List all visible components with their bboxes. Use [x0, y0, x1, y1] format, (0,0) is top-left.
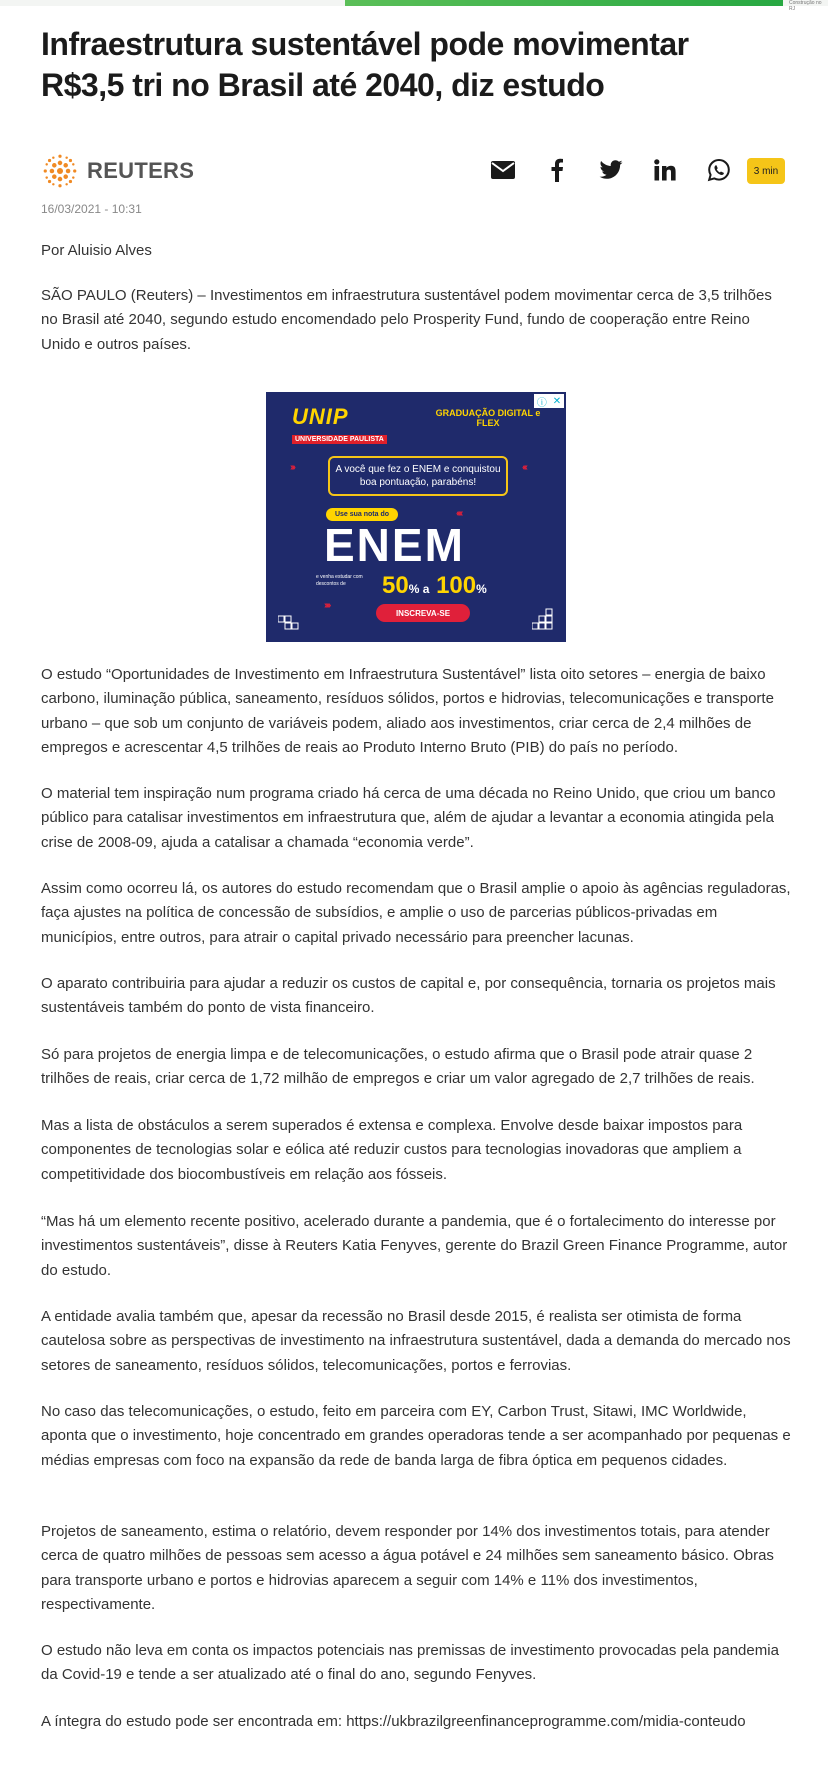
source-name: REUTERS [87, 158, 195, 183]
ad-close-icon: ✕ [552, 395, 562, 407]
advertisement-banner[interactable] [266, 392, 566, 642]
paragraph-10: No caso das telecomunicações, o estudo, feito em parceira com EY, Carbon Trust, Sitawi, IMC Worldwide, aponta que o investimento, hoje concentrado em grandes operadoras tende a ser acompanhado por pequenas e médias empresas com foco na expansão da rede de banda larga de fibra óptica em pequenos cidades. [41, 1403, 791, 1469]
twitter-icon [599, 160, 623, 180]
paragraph-8: “Mas há um elemento recente positivo, acelerado durante a pandemia, que é o fortalecimento do interesse por investimentos sustentáveis”, disse à Reuters Katia Fenyves, gerente do Brazil Green Finance Programme, autor do estudo. [41, 1213, 788, 1279]
paragraph-3: O material tem inspiração num programa criado há cerca de uma década no Reino Unido, que criou um banco público para catalisar investimentos em infraestrutura que, além de ajudar a levantar a economia atingida pela crise de 2008-09, ajuda a catalisar a chamada “economia verde”. [41, 785, 776, 851]
ad-discount-to: 100 [436, 572, 477, 599]
ad-choices-badge[interactable] [534, 394, 564, 408]
ad-grid-decoration-icon [278, 608, 300, 630]
linkedin-icon [654, 159, 676, 181]
ad-small-text: e venha estudar com descontos de [316, 574, 363, 587]
share-email-button[interactable] [476, 152, 530, 188]
paragraph-11: Projetos de saneamento, estima o relatório, devem responder por 14% dos investimentos totais, para atender cerca de quatro milhões de pessoas sem acesso a água potável e 24 milhões sem saneamento básico. Obras para transporte urbano e portos e hidrovias aparecem a seguir com 14% e 11% dos investimentos, respectivamente. [41, 1523, 774, 1613]
ad-exam-name: ENEM [324, 519, 465, 571]
paragraph-2: O estudo “Oportunidades de Investimento em Infraestrutura Sustentável” lista oito setores – energia de baixo carbono, iluminação pública, saneamento, resíduos sólidos, portos e hidrovias, telecomunicações e transporte urbano – que sob um conjunto de variáveis podem, aliado aos investimentos, criar cerca de 2,4 milhões de empregos e acrescentar 4,5 trilhões de reais ao Produto Interno Bruto (PIB) do país no período. [41, 666, 774, 756]
reuters-logo-icon [41, 152, 79, 190]
ad-cta-button[interactable]: INSCREVA-SE [376, 604, 470, 622]
ad-arrows-icon: ›››› [324, 600, 330, 611]
paragraph-6: Só para projetos de energia limpa e de telecomunicações, o estudo afirma que o Brasil pode atrair quase 2 trilhões de reais, criar cerca de 1,72 milhão de empregos e criar um valor agregado de 2,7 trilhões de reais. [41, 1046, 755, 1088]
read-time-badge: 3 min [747, 158, 785, 184]
ad-arrows-icon: ‹‹‹‹ [456, 508, 462, 519]
share-linkedin-button[interactable] [638, 152, 692, 188]
paragraph-1: SÃO PAULO (Reuters) – Investimentos em infraestrutura sustentável podem movimentar cerca de 3,5 trilhões no Brasil até 2040, segundo estudo encomendado pelo Prosperity Fund, fundo de cooperação entre Reino Unido e outros países. [41, 287, 772, 353]
ad-brand-logo [292, 406, 388, 442]
email-icon [490, 160, 516, 180]
share-twitter-button[interactable] [584, 152, 638, 188]
paragraph-9: A entidade avalia também que, apesar da recessão no Brasil desde 2015, é realista ser otimista de forma cautelosa sobre as perspectivas de investimento na infraestrutura sustentável, dada a demanda do mercado nos setores de saneamento, resíduos sólidos, telecomunicações, portos e ferrovias. [41, 1308, 791, 1374]
article-title: Infraestrutura sustentável pode movimentar R$3,5 tri no Brasil até 2040, diz estudo [41, 26, 689, 103]
ad-arrows-icon: ››› [290, 462, 294, 473]
reading-progress-fill [345, 0, 783, 6]
ad-discount-sep: a [422, 582, 430, 596]
top-corner-label: Construção no RJ [789, 0, 822, 12]
reading-progress-bar [0, 0, 828, 12]
ad-brand-name: UNIP [292, 404, 349, 429]
source-logo[interactable] [41, 153, 194, 189]
ad-pill-label: Use sua nota do [326, 508, 398, 521]
paragraph-13: A íntegra do estudo pode ser encontrada em: https://ukbrazilgreenfinanceprogramme.com/midia-conteudo [41, 1713, 746, 1730]
ad-discount-from: 50 [382, 572, 409, 599]
publish-date: 16/03/2021 - 10:31 [41, 202, 142, 216]
facebook-icon [550, 158, 564, 182]
share-facebook-button[interactable] [530, 152, 584, 188]
paragraph-7: Mas a lista de obstáculos a serem superados é extensa e complexa. Envolve desde baixar impostos para componentes de tecnologias solar e eólica até reduzir custos para tecnologias inovadoras que ampliem a competitividade dos biocombustíveis em relação aos fósseis. [41, 1117, 743, 1183]
byline: Por Aluisio Alves [41, 242, 152, 259]
paragraph-12: O estudo não leva em conta os impactos potenciais nas premissas de investimento provocadas pela pandemia da Covid-19 e tende a ser atualizado até o final do ano, segundo Fenyves. [41, 1642, 779, 1684]
ad-brand-sub: UNIVERSIDADE PAULISTA [292, 435, 387, 444]
ad-grid-decoration-icon [532, 608, 554, 630]
paragraph-4: Assim como ocorreu lá, os autores do estudo recomendam que o Brasil amplie o apoio às agências reguladoras, faça ajustes na política de concessão de subsídios, e amplie o uso de parcerias públicos-privadas em municípios, entre outros, para atrair o capital privado necessário para preencher lacunas. [41, 880, 791, 946]
paragraph-5: O aparato contribuiria para ajudar a reduzir os custos de capital e, por consequência, tornaria os projetos mais sustentáveis também do ponto de vista financeiro. [41, 975, 776, 1017]
ad-discount: 50% a 100% [382, 572, 487, 599]
ad-headline: GRADUAÇÃO DIGITAL e FLEX [435, 408, 541, 428]
share-whatsapp-button[interactable] [692, 152, 746, 188]
ad-arrows-icon: ‹‹‹ [522, 462, 526, 473]
ad-message: A você que fez o ENEM e conquistou boa pontuação, parabéns! [328, 456, 508, 496]
whatsapp-icon [707, 158, 731, 182]
share-bar [476, 152, 746, 188]
ad-info-icon: ⓘ [536, 397, 547, 409]
